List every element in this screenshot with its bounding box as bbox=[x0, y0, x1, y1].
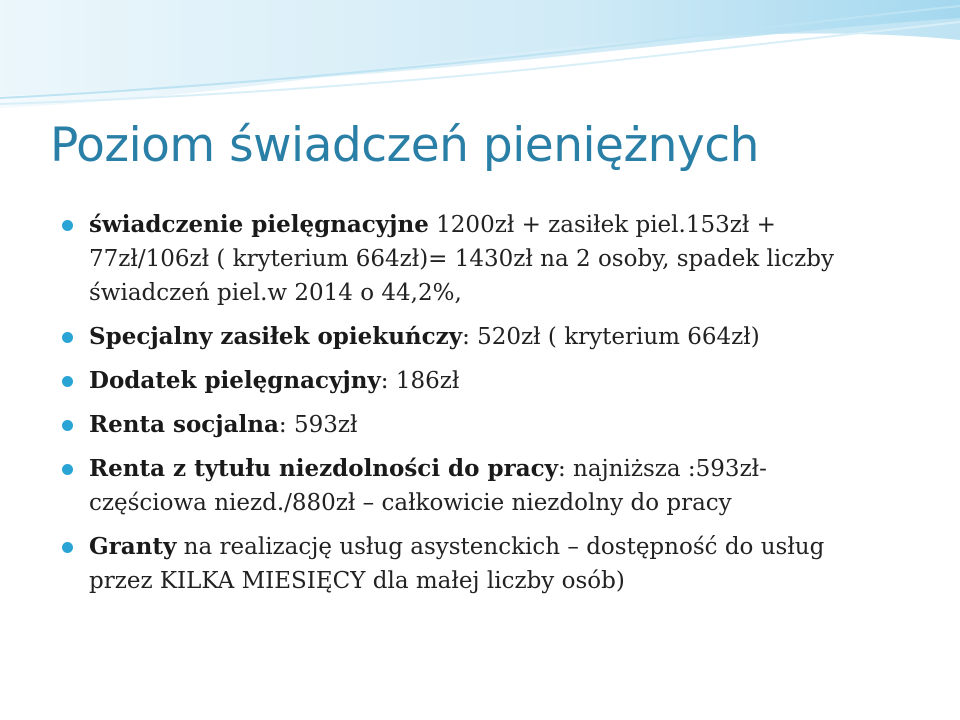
list-item bbox=[62, 320, 892, 354]
bullet-dot-icon bbox=[62, 376, 73, 387]
bullet-text: : 520zł ( kryterium 664zł) bbox=[462, 324, 760, 350]
bullet-list bbox=[62, 208, 892, 608]
bullet-heading: Granty bbox=[89, 533, 177, 560]
bullet-heading: Specjalny zasiłek opiekuńczy bbox=[89, 323, 463, 350]
list-item bbox=[62, 452, 892, 520]
bullet-heading: świadczenie pielęgnacyjne bbox=[89, 211, 429, 238]
bullet-heading: Renta z tytułu niezdolności do pracy bbox=[89, 455, 558, 482]
list-item bbox=[62, 408, 892, 442]
decorative-wave-header bbox=[0, 0, 960, 110]
bullet-text: : 593zł bbox=[278, 412, 358, 438]
list-item bbox=[62, 364, 892, 398]
bullet-dot-icon bbox=[62, 220, 73, 231]
bullet-dot-icon bbox=[62, 464, 73, 475]
bullet-text: na realizację usług asystenckich – dostępność do usług przez KILKA MIESIĘCY dla małej liczby osób) bbox=[89, 534, 825, 594]
bullet-dot-icon bbox=[62, 420, 73, 431]
bullet-heading: Renta socjalna bbox=[89, 411, 279, 438]
bullet-heading: Dodatek pielęgnacyjny bbox=[89, 367, 381, 394]
page-title: Poziom świadczeń pieniężnych bbox=[50, 118, 759, 173]
list-item bbox=[62, 530, 892, 598]
bullet-text: : 186zł bbox=[380, 368, 460, 394]
bullet-dot-icon bbox=[62, 332, 73, 343]
bullet-dot-icon bbox=[62, 542, 73, 553]
list-item bbox=[62, 208, 892, 310]
bullet-text: 1200zł + zasiłek piel.153zł + 77zł/106zł ( kryterium 664zł)= 1430zł na 2 osoby, spadek liczby świadczeń piel.w 2014 o 44,2%, bbox=[89, 212, 834, 306]
bullet-text: : najniższa :593zł- częściowa niezd./880zł – całkowicie niezdolny do pracy bbox=[89, 456, 767, 516]
